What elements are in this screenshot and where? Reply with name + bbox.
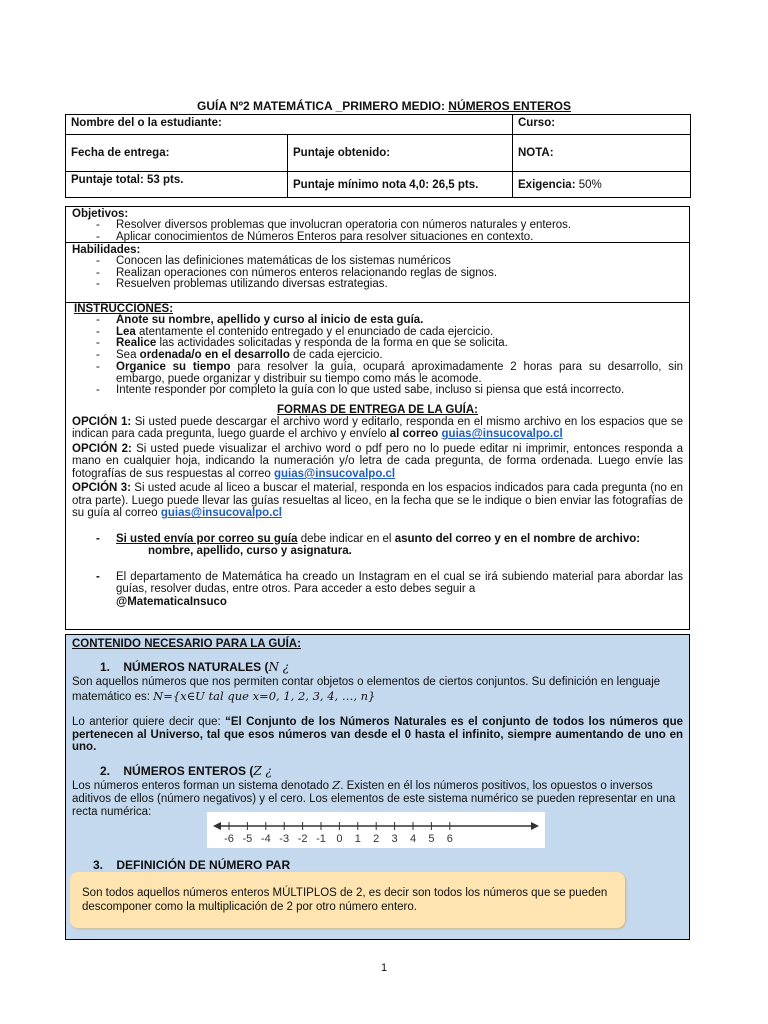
requirement-cell — [513, 172, 691, 198]
mail-note: - Si usted envía por correo su guía debe indicar en el asunto del correo y en el nombre de archivo: nombre, apellido, curso y asignatura. — [96, 532, 641, 558]
number-line-label: 2 — [373, 833, 380, 845]
number-line-label: -2 — [297, 833, 308, 845]
option-3: OPCIÓN 3: Si usted acude al liceo a buscar el material, responda en los espacios indicados para cada pregunta (no en otra parte). Luego puede llevar las guías resueltas al liceo, en la fecha que se le indique o bien enviar las fotografías de su guía al correo guias@insucovalpo.cl — [72, 482, 683, 520]
list-item: - Anote su nombre, apellido y curso al inicio de esta guía. — [96, 314, 424, 326]
section-naturales-title: 1. NÚMEROS NATURALES (N ¿ — [100, 660, 290, 674]
requirement-label: Exigencia: — [518, 178, 576, 191]
number-line-label: -5 — [242, 833, 253, 845]
delivery-date-field[interactable]: Fecha de entrega: — [66, 135, 288, 172]
list-item: - Lea atentamente el contenido entregado y el enunciado de cada ejercicio. — [96, 325, 494, 338]
instagram-note: - El departamento de Matemática ha creado un Instagram en el cual se irá subiendo material para abordar las guías, resolver dudas, entre otros. Para acceder a esto debes seguir a @MatematicaInsuco — [96, 570, 683, 608]
number-line-label: 6 — [446, 833, 453, 845]
title-prefix: GUÍA Nº2 MATEMÁTICA _PRIMERO MEDIO: — [197, 99, 449, 113]
number-line-label: 3 — [391, 833, 398, 845]
naturales-formula: N={x∈U tal que x=0, 1, 2, 3, 4, …, n} — [153, 689, 376, 703]
number-line-label: 5 — [428, 833, 435, 845]
number-line-label: 0 — [336, 833, 343, 845]
number-line-label: -6 — [224, 833, 234, 845]
enteros-definition: Los números enteros forman un sistema denotado Z. Existen en él los números positivos, los opuestos o inversos aditivos de ellos (número negativos) y el cero. Los elementos de este sistema numérico se pueden representar en una recta numérica: — [72, 777, 676, 818]
section-enteros-title: 2. NÚMEROS ENTEROS (Z ¿ — [100, 763, 272, 778]
skills-heading: Habilidades: — [72, 244, 141, 256]
number-line-label: -1 — [316, 833, 326, 845]
requirement-value: 50% — [575, 178, 602, 191]
instructions-section — [66, 302, 689, 610]
student-info-table — [65, 114, 691, 198]
number-line-label: 4 — [409, 833, 417, 845]
mail-note-fields: nombre, apellido, curso y asignatura. — [148, 545, 352, 558]
option-1: OPCIÓN 1: Si usted puede descargar el archivo word y editarlo, responda en el mismo archivo en los espacios que se indican para cada pregunta, luego guarde el archivo y envíelo al correo guias@insucovalpo.cl — [72, 415, 683, 441]
objectives-section — [66, 207, 689, 242]
page-number: 1 — [380, 962, 388, 974]
number-line-svg — [207, 812, 545, 848]
number-line-label: 1 — [354, 833, 361, 845]
list-item: - Realice las actividades solicitadas y responda de la forma en que se solicita. — [96, 337, 508, 350]
arrow-left-icon — [213, 822, 221, 830]
list-item: - Conocen las definiciones matemáticas de los sistemas numéricos — [96, 255, 451, 267]
objectives-heading: Objetivos: — [72, 208, 129, 220]
number-line-label: -4 — [260, 833, 271, 845]
number-line-label: -3 — [279, 833, 290, 845]
list-item: - Intente responder por completo la guía con lo que usted sabe, incluso si piensa que está incorrecto. — [96, 384, 625, 397]
list-item: - Realizan operaciones con números enteros relacionando reglas de signos. — [96, 266, 498, 279]
instagram-handle[interactable]: @MatematicaInsuco — [116, 595, 227, 608]
delivery-heading: FORMAS DE ENTREGA DE LA GUÍA: — [276, 403, 479, 416]
list-item: - Resuelven problemas utilizando diversas estrategias. — [96, 278, 388, 291]
option-2: OPCIÓN 2: Si usted puede visualizar el archivo word o pdf pero no lo puede editar ni imprimir, entonces responda a mano en cualquier hoja, indicando la numeración y/o letra de cada pregunta, de forma ordenada. Luego envíe las fotografías de sus respuestas al correo guias@insucovalpo.cl — [72, 442, 683, 480]
email-link[interactable]: guias@insucovalpo.cl — [160, 507, 282, 520]
naturales-explanation: Lo anterior quiere decir que: “El Conjunto de los Números Naturales es el conjunto de todos los números que pertenecen al Universo, tal que esos números van desde el 0 hasta el infinito, siempre aumentando de uno en uno. — [72, 716, 683, 753]
even-number-definition-note: Son todos aquellos números enteros MÚLTIPLOS de 2, es decir son todos los números que se pueden descomponer como la multiplicación de 2 por otro número entero. — [70, 872, 625, 928]
email-link[interactable]: guias@insucovalpo.cl — [441, 428, 563, 441]
list-item: - Sea ordenada/o en el desarrollo de cada ejercicio. — [96, 349, 383, 362]
student-name-field[interactable]: Nombre del o la estudiante: — [66, 115, 513, 135]
section-par-title: 3. DEFINICIÓN DE NÚMERO PAR — [93, 858, 291, 872]
title-topic: NÚMEROS ENTEROS — [448, 99, 571, 113]
naturales-definition: Son aquellos números que nos permiten contar objetos o elementos de ciertos conjuntos. Su definición en lenguaje matemático es: N={x∈U tal que x=0, 1, 2, 3, 4, …, n} — [72, 676, 661, 703]
score-obtained-field[interactable]: Puntaje obtenido: — [288, 135, 513, 172]
list-item: - Organice su tiempo para resolver la guía, ocupará aproximadamente 2 horas para su desarrollo, sin embargo, puede organizar y distribuir su tiempo como más le acomode. — [96, 360, 683, 385]
email-link[interactable]: guias@insucovalpo.cl — [274, 467, 396, 480]
min-score-label: Puntaje mínimo nota 4,0: 26,5 pts. — [288, 172, 513, 198]
grade-field[interactable]: NOTA: — [513, 135, 691, 172]
list-item: - Aplicar conocimientos de Números Enteros para resolver situaciones en contexto. — [96, 230, 534, 243]
course-field[interactable]: Curso: — [513, 115, 691, 135]
number-line-image — [207, 812, 545, 848]
list-item: - Resolver diversos problemas que involucran operatoria con números naturales y enteros. — [96, 219, 572, 231]
total-score-label: Puntaje total: 53 pts. — [66, 172, 288, 198]
content-heading: CONTENIDO NECESARIO PARA LA GUÍA: — [72, 638, 301, 650]
skills-section — [66, 242, 689, 302]
instructions-box — [65, 206, 690, 630]
instructions-heading: INSTRUCCIONES: — [74, 303, 174, 315]
arrow-right-icon — [531, 822, 539, 830]
document-title — [0, 99, 768, 113]
